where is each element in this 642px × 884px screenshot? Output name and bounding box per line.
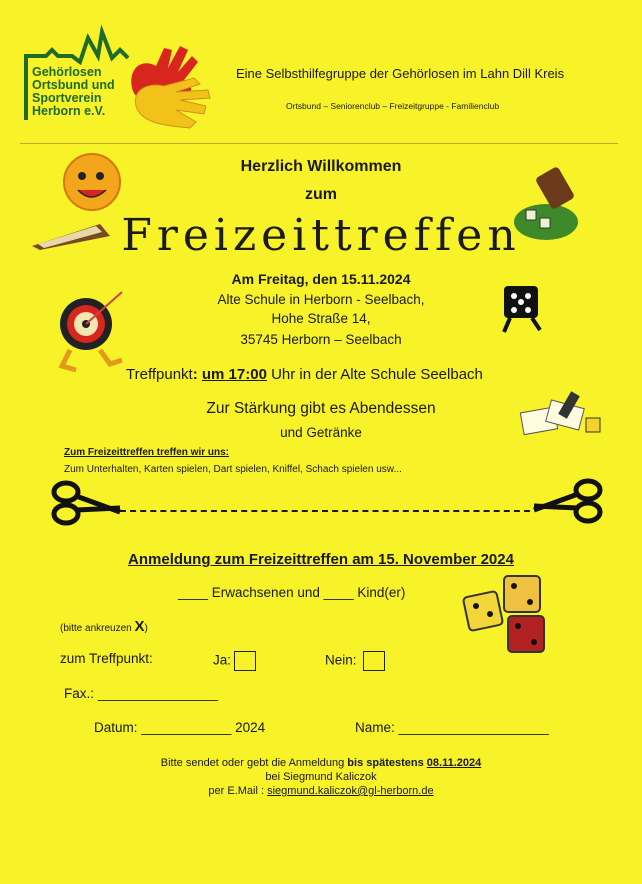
deadline-text: Bitte sendet oder gebt die Anmeldung	[160, 757, 345, 769]
logo-line: Sportverein	[32, 91, 102, 105]
event-date: Am Freitag, den 15.11.2024	[231, 271, 411, 287]
yes-label: Ja:	[213, 652, 232, 668]
logo-text	[32, 66, 115, 118]
welcome-heading: Herzlich Willkommen	[240, 158, 402, 175]
activities-heading: Zum Freizeittreffen treffen wir uns:	[64, 447, 230, 458]
check-hint-text: (bitte ankreuzen	[60, 623, 132, 634]
meeting-place: Uhr in der Alte Schule Seelbach	[271, 366, 483, 383]
email-label: per E.Mail :	[208, 785, 265, 797]
organization-groups: Ortsbund – Seniorenclub – Freizeitgruppe - Familienclub	[286, 101, 500, 111]
cut-line	[120, 510, 530, 512]
registration-heading: Anmeldung zum Freizeittreffen am 15. November 2024	[128, 551, 514, 568]
scissors-right-icon	[530, 478, 606, 526]
fax-field[interactable]: Fax.: ________________	[64, 686, 218, 701]
activities-text: Zum Unterhalten, Karten spielen, Dart spielen, Kniffel, Schach spielen usw...	[64, 464, 402, 475]
food-info: Zur Stärkung gibt es Abendessen	[206, 400, 436, 417]
check-hint-close: )	[144, 623, 148, 634]
yes-option	[213, 651, 256, 671]
deadline-note	[0, 757, 642, 769]
address-line: 35745 Herborn – Seelbach	[240, 332, 402, 347]
meeting-point	[126, 366, 483, 383]
meeting-time: um 17:00	[201, 366, 267, 383]
meeting-question: zum Treffpunkt:	[60, 651, 153, 666]
name-field[interactable]: Name: ____________________	[355, 720, 549, 735]
logo-line: Ortsbund und	[32, 78, 115, 92]
header-divider	[20, 143, 618, 144]
logo-line: Herborn e.V.	[32, 104, 106, 118]
date-field[interactable]: Datum: ____________ 2024	[94, 720, 266, 735]
no-label: Nein:	[325, 652, 357, 668]
welcome-zum: zum	[305, 186, 337, 203]
deadline-emphasis: bis spätestens	[347, 757, 424, 769]
event-title: Freizeittreffen	[121, 210, 521, 261]
check-mark: X	[134, 618, 145, 635]
meeting-point-label: Treffpunkt	[126, 366, 193, 383]
deadline-date: 08.11.2024	[426, 757, 482, 769]
no-checkbox[interactable]	[363, 651, 385, 671]
contact-person: bei Siegmund Kaliczok	[265, 771, 377, 783]
no-option	[325, 651, 385, 671]
address-line: Alte Schule in Herborn - Seelbach,	[217, 292, 425, 307]
club-logo	[24, 28, 224, 128]
meeting-point-colon: :	[192, 366, 198, 383]
yes-checkbox[interactable]	[234, 651, 256, 671]
hands-icon	[131, 46, 210, 128]
logo-line: Gehörlosen	[32, 65, 102, 79]
contact-email	[0, 785, 642, 797]
scissors-left-icon	[50, 480, 122, 526]
address-line: Hohe Straße 14,	[271, 311, 371, 326]
drinks-info: und Getränke	[280, 425, 362, 440]
email-link[interactable]: siegmund.kaliczok@gl-herborn.de	[267, 785, 434, 797]
organization-tagline: Eine Selbsthilfegruppe der Gehörlosen im Lahn Dill Kreis	[236, 66, 565, 81]
check-hint	[60, 618, 148, 635]
attendee-count-field[interactable]: ____ Erwachsenen und ____ Kind(er)	[178, 585, 406, 600]
dice-pair-icon	[462, 574, 552, 660]
